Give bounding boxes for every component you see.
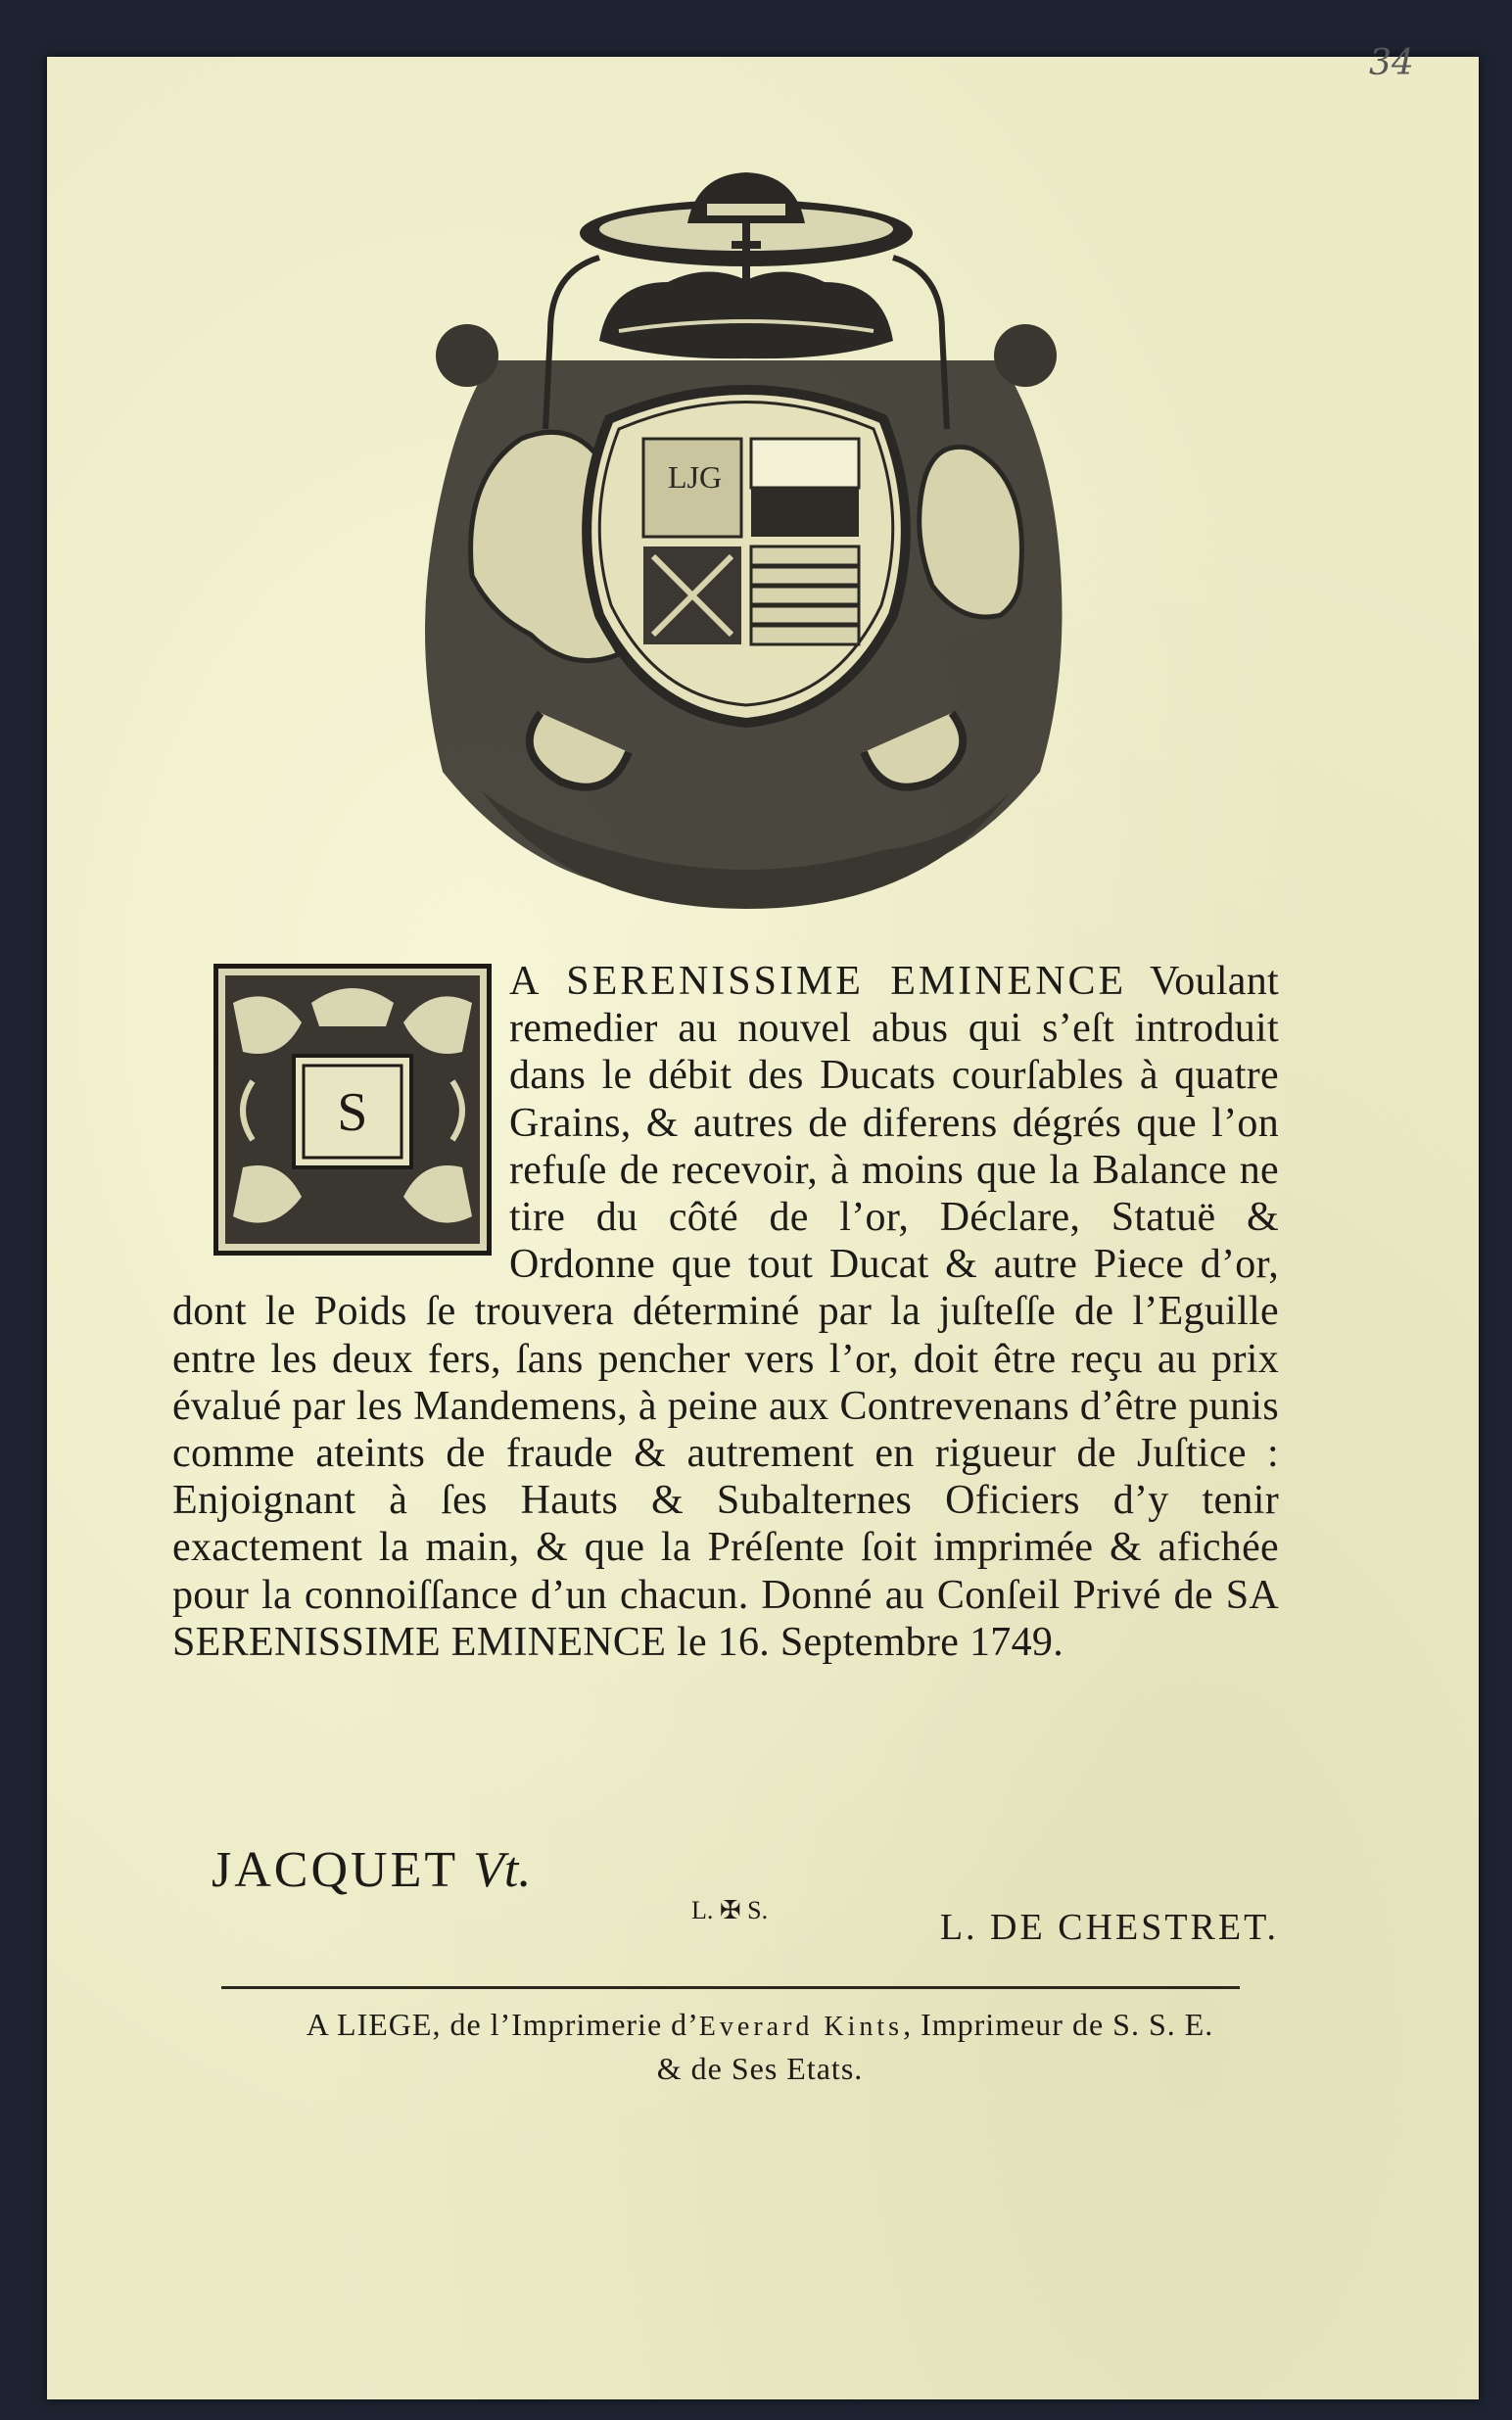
shield-quarter-2: [751, 439, 859, 488]
signature-chestret: L. DE CHESTRET.: [939, 1907, 1279, 1948]
folio-number: 34: [1369, 43, 1414, 83]
signature-suffix: Vt.: [473, 1842, 532, 1898]
electoral-crown: [599, 271, 893, 358]
initial-letter: S: [337, 1082, 368, 1143]
imprint-place: A LIEGE,: [306, 2007, 442, 2042]
decorated-initial: [213, 964, 492, 1256]
initial-frame-ornament: [213, 964, 492, 1256]
signature-jacquet: JACQUET Vt.: [212, 1842, 532, 1898]
signature-row: [172, 1841, 1279, 1949]
decree-text: [172, 958, 1279, 1666]
seal-mark: L. ✠ S.: [691, 1896, 769, 1924]
imprint-printer: Everard Kints: [698, 2012, 904, 2042]
coat-of-arms-engraving: [374, 165, 1118, 948]
shield-monogram: LJG: [668, 459, 723, 495]
imprint-line-2: & de Ses Etats.: [656, 2051, 864, 2086]
decree-opening: A SERENISSIME EMINENCE: [509, 959, 1127, 1004]
decree-body: Voulant remedier au nouvel abus qui s’eſt introduit dans le débit des Ducats courſables à quatre Grains, & autres de diferens dégrés que l’on refuſe de recevoir, à moins que la Balance ne tire du côté de l’or, Déclare, Statuë & Ordonne que tout Ducat & autre Piece d’or, dont le Poids ſe trouvera déterminé par la juſteſſe de l’Eguille entre les deux fers, ſans pencher vers l’or, doit être reçu au prix évalué par les Mandemens, à peine aux Contrevenans d’être punis comme ateints de fraude & autrement en rigueur de Juſtice : Enjoignant à ſes Hauts & Subalternes Oficiers d’y tenir exactement la main, & que la Préſente ſoit imprimée & afichée pour la connoiſſance d’un chacun. Donné au Conſeil Privé de SA SERENISSIME EMINENCE le 16. Septembre 1749.: [172, 959, 1279, 1665]
printer-imprint: A LIEGE, de l’Imprimerie d’Everard Kints, Imprimeur de S. S. E. & de Ses Etats.: [192, 2004, 1328, 2089]
divider-rule: [221, 1986, 1240, 1989]
